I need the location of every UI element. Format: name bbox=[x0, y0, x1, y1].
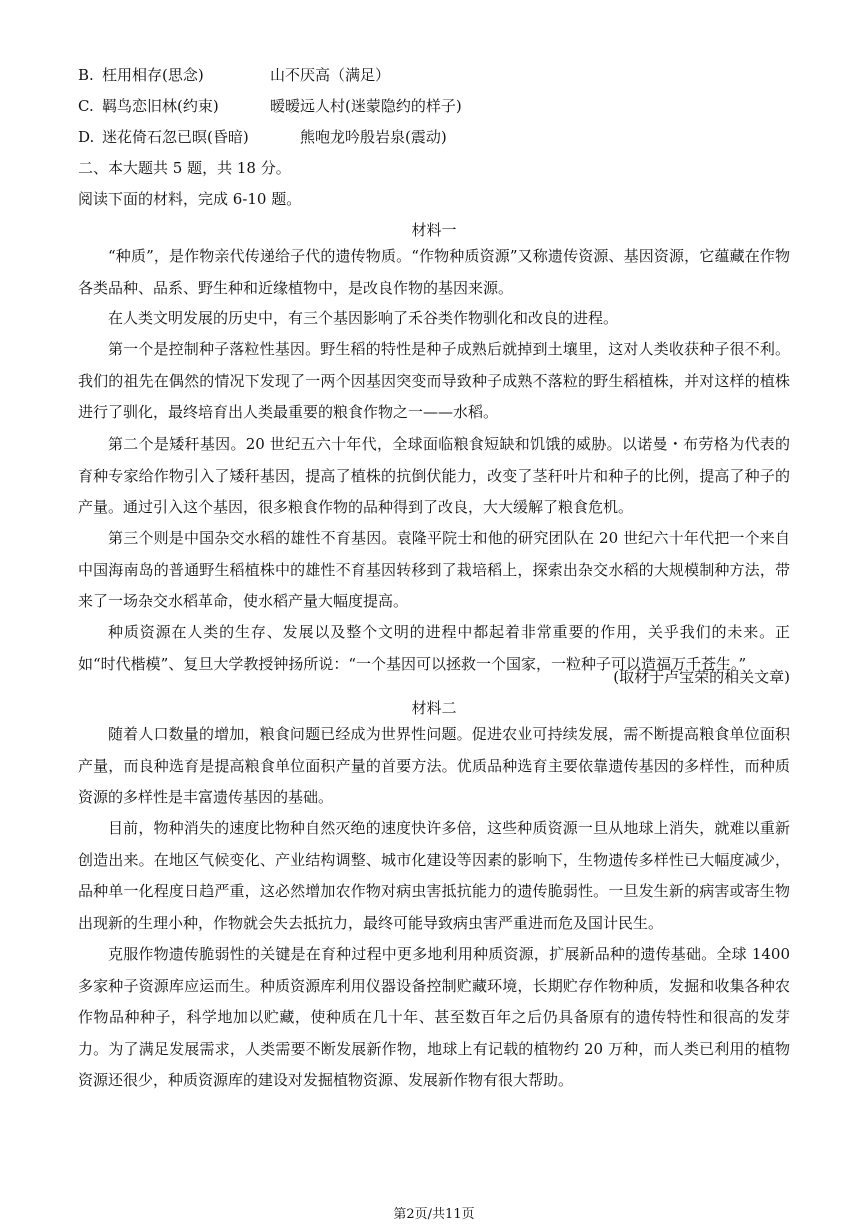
option-label: C. bbox=[78, 97, 94, 115]
option-left-text: 枉用相存(思念) bbox=[102, 66, 204, 84]
instruction: 阅读下面的材料，完成 6-10 题。 bbox=[78, 190, 302, 208]
material2-paragraph: 克服作物遗传脆弱性的关键是在育种过程中更多地利用种质资源，扩展新品种的遗传基础。全球 1400 多家种子资源库应运而生。种质资源库利用仪器设备控制贮藏环境，长期贮存作物种质，发掘和收集各种农作物品种种子，科学地加以贮藏，使种质在几十年、甚至数百年之后仍具备原有的遗传特性和很高的发芽力。为了满足发展需求，人类需要不断发展新作物，地球上有记载的植物约 20 万种，而人类已利用的植物资源还很少，种质资源库的建设对发掘植物资源、发展新作物有很大帮助。 bbox=[78, 945, 790, 1089]
option-right-text: 山不厌高（满足） bbox=[270, 66, 391, 84]
material1-paragraph: “种质”，是作物亲代传递给子代的遗传物质。“作物种质资源”又称遗传资源、基因资源，它蕴藏在作物各类品种、品系、野生种和近缘植物中，是改良作物的基因来源。 bbox=[78, 247, 790, 297]
option-left-text: 迷花倚石忽已暝(昏暗) bbox=[102, 128, 249, 146]
option-d bbox=[78, 126, 790, 148]
material2-paragraph: 目前，物种消失的速度比物种自然灭绝的速度快许多倍，这些种质资源一旦从地球上消失，就难以重新创造出来。在地区气候变化、产业结构调整、城市化建设等因素的影响下，生物遗传多样性已大幅度减少，品种单一化程度日趋严重，这必然增加农作物对病虫害抵抗能力的遗传脆弱性。一旦发生新的病害或寄生物出现新的生理小种，作物就会失去抵抗力，最终可能导致病虫害严重进而危及国计民生。 bbox=[78, 819, 790, 932]
option-b bbox=[78, 64, 790, 86]
option-c bbox=[78, 95, 790, 117]
material1-paragraph: 第二个是矮秆基因。20 世纪五六十年代，全球面临粮食短缺和饥饿的威胁。以诺曼・布劳格为代表的育种专家给作物引入了矮秆基因，提高了植株的抗倒伏能力，改变了茎秆叶片和种子的比例，提高了种子的产量。通过引入这个基因，很多粮食作物的品种得到了改良，大大缓解了粮食危机。 bbox=[78, 435, 790, 516]
option-right-text: 熊咆龙吟殷岩泉(震动) bbox=[300, 128, 447, 146]
material2-paragraph: 随着人口数量的增加，粮食问题已经成为世界性问题。促进农业可持续发展，需不断提高粮食单位面积产量，而良种选育是提高粮食单位面积产量的首要方法。优质品种选育主要依靠遗传基因的多样性，而种质资源的多样性是丰富遗传基因的基础。 bbox=[78, 725, 790, 806]
option-label: D. bbox=[78, 128, 95, 146]
material1-source: (取材于卢宝荣的相关文章) bbox=[613, 668, 790, 686]
material1-paragraph: 在人类文明发展的历史中，有三个基因影响了禾谷类作物驯化和改良的进程。 bbox=[108, 309, 619, 327]
option-label: B. bbox=[78, 66, 94, 84]
section-heading: 二、本大题共 5 题，共 18 分。 bbox=[78, 159, 291, 177]
material1-paragraph: 种质资源在人类的生存、发展以及整个文明的进程中都起着非常重要的作用，关乎我们的未来。正如“时代楷模”、复旦大学教授钟扬所说：“一个基因可以拯救一个国家，一粒种子可以造福万千苍生。” bbox=[78, 623, 790, 673]
material1-paragraph: 第三个则是中国杂交水稻的雄性不育基因。袁隆平院士和他的研究团队在 20 世纪六十年代把一个来自中国海南岛的普通野生稻植株中的雄性不育基因转移到了栽培稻上，探索出杂交水稻的大规模制种方法，带来了一场杂交水稻革命，使水稻产量大幅度提高。 bbox=[78, 529, 790, 610]
material1-paragraph: 第一个是控制种子落粒性基因。野生稻的特性是种子成熟后就掉到土壤里，这对人类收获种子很不利。我们的祖先在偶然的情况下发现了一两个因基因突变而导致种子成熟不落粒的野生稻植株，并对这样的植株进行了驯化，最终培育出人类最重要的粮食作物之一——水稻。 bbox=[78, 340, 790, 421]
page-number: 第2页/共11页 bbox=[393, 1207, 475, 1222]
option-left-text: 羁鸟恋旧林(约束) bbox=[102, 97, 219, 115]
material1-title: 材料一 bbox=[411, 221, 457, 239]
option-right-text: 暧暧远人村(迷蒙隐约的样子) bbox=[270, 97, 462, 115]
material2-title: 材料二 bbox=[411, 699, 457, 717]
